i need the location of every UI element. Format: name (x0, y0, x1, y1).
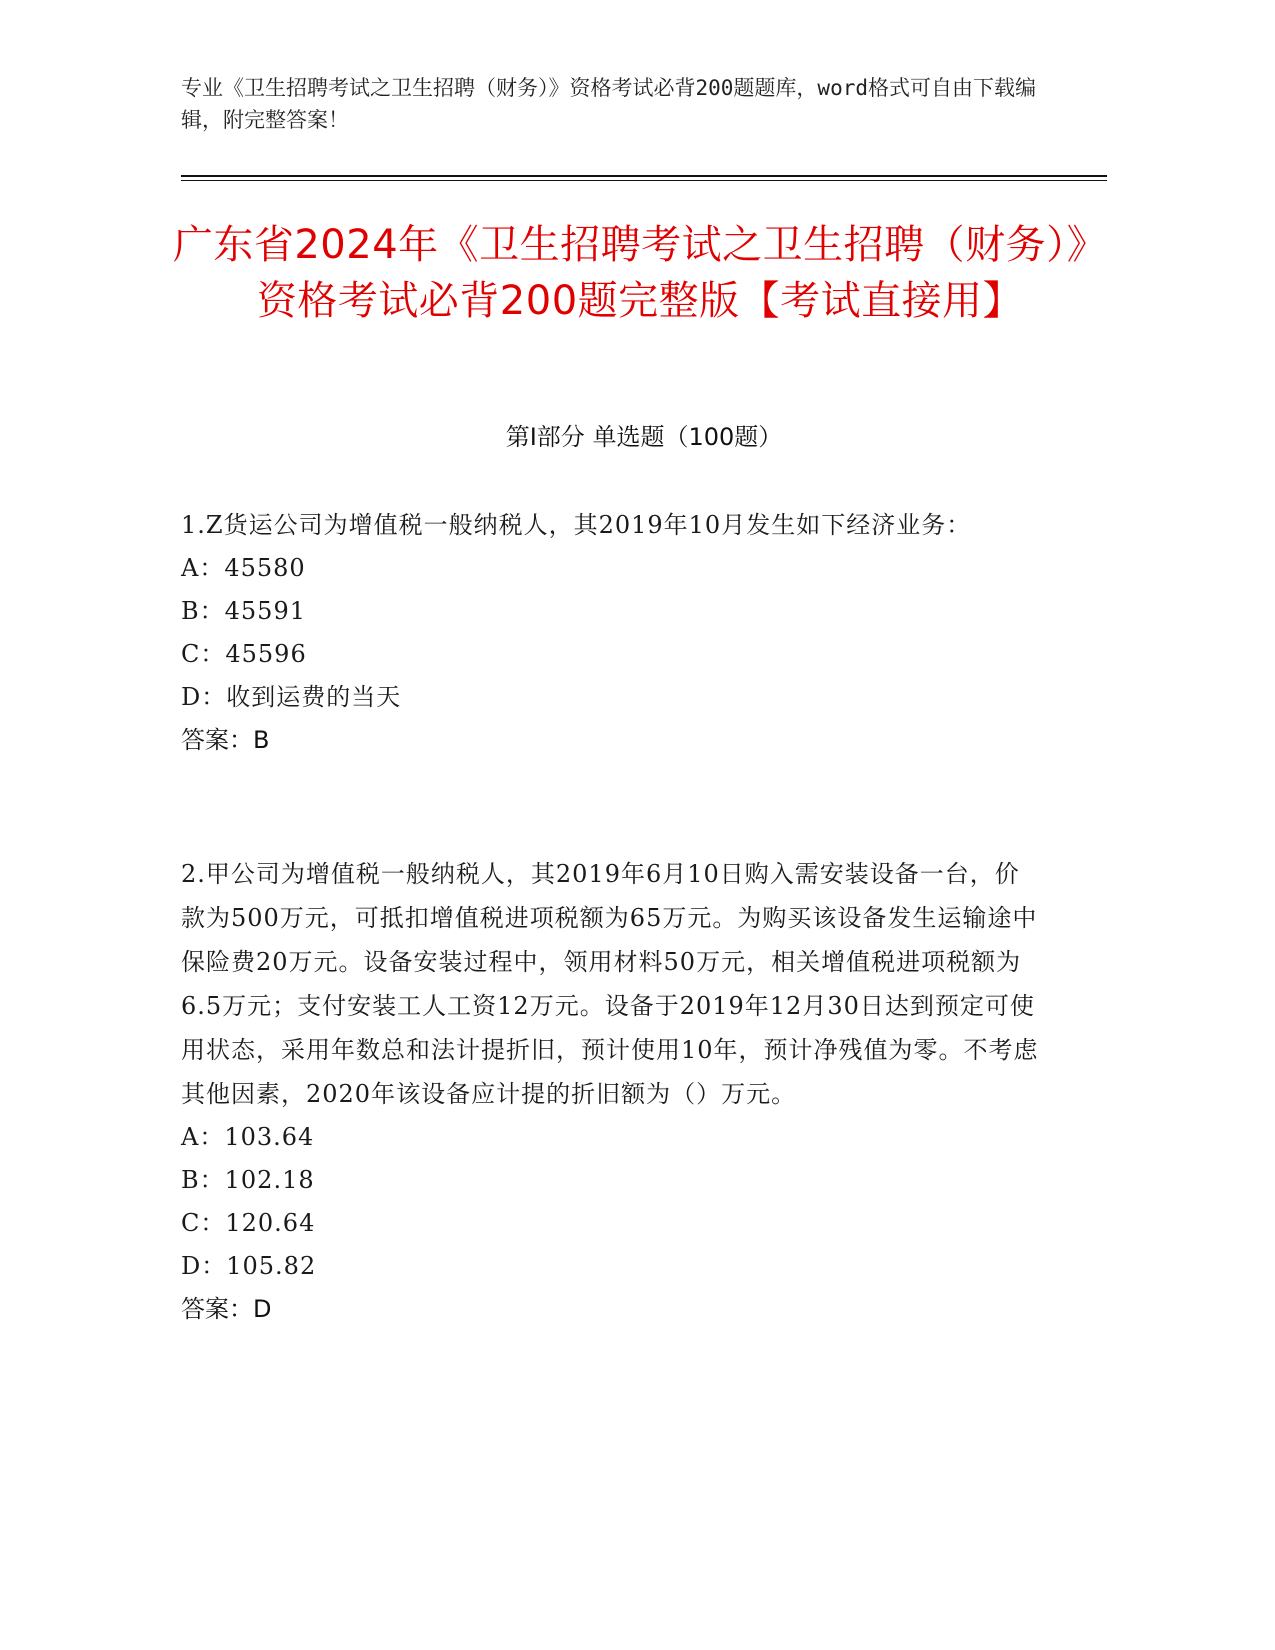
question-text: 1.Z货运公司为增值税一般纳税人，其2019年10月发生如下经济业务： (181, 511, 972, 539)
answer: 答案：D (181, 1295, 272, 1323)
option-b: B：102.18 (181, 1166, 315, 1194)
question-text: 2.甲公司为增值税一般纳税人，其2019年6月10日购入需安装设备一台，价款为500万元，可抵扣增值税进项税额为65万元。为购买该设备发生运输途中保险费20万元。设备安装过程中，领用材料50万元，相关增值税进项税额为6.5万元；支付安装工人工资12万元。设备于2019年12月30日达到预定可使用状态，采用年数总和法计提折旧，预计使用10年，预计净残值为零。不考虑其他因素，2020年该设备应计提的折旧额为（）万元。 (181, 860, 1039, 1108)
option-c: C：45596 (181, 640, 307, 668)
question-2 (181, 852, 1041, 1331)
section-heading: 第I部分 单选题（100题） (505, 423, 783, 451)
option-d: D：收到运费的当天 (181, 683, 402, 711)
header-divider-thick (181, 175, 1107, 177)
header-divider-thin (181, 180, 1107, 181)
question-1 (181, 503, 1041, 762)
option-a: A：45580 (181, 554, 306, 582)
option-c: C：120.64 (181, 1209, 316, 1237)
header-note: 专业《卫生招聘考试之卫生招聘（财务）》资格考试必背200题题库，word格式可自由下载编辑，附完整答案！ (181, 76, 1036, 132)
option-d: D：105.82 (181, 1252, 317, 1280)
document-title: 广东省2024年《卫生招聘考试之卫生招聘（财务）》资格考试必背200题完整版【考试直接用】 (172, 222, 1108, 324)
option-a: A：103.64 (181, 1123, 315, 1151)
option-b: B：45591 (181, 597, 306, 625)
answer: 答案：B (181, 726, 270, 754)
